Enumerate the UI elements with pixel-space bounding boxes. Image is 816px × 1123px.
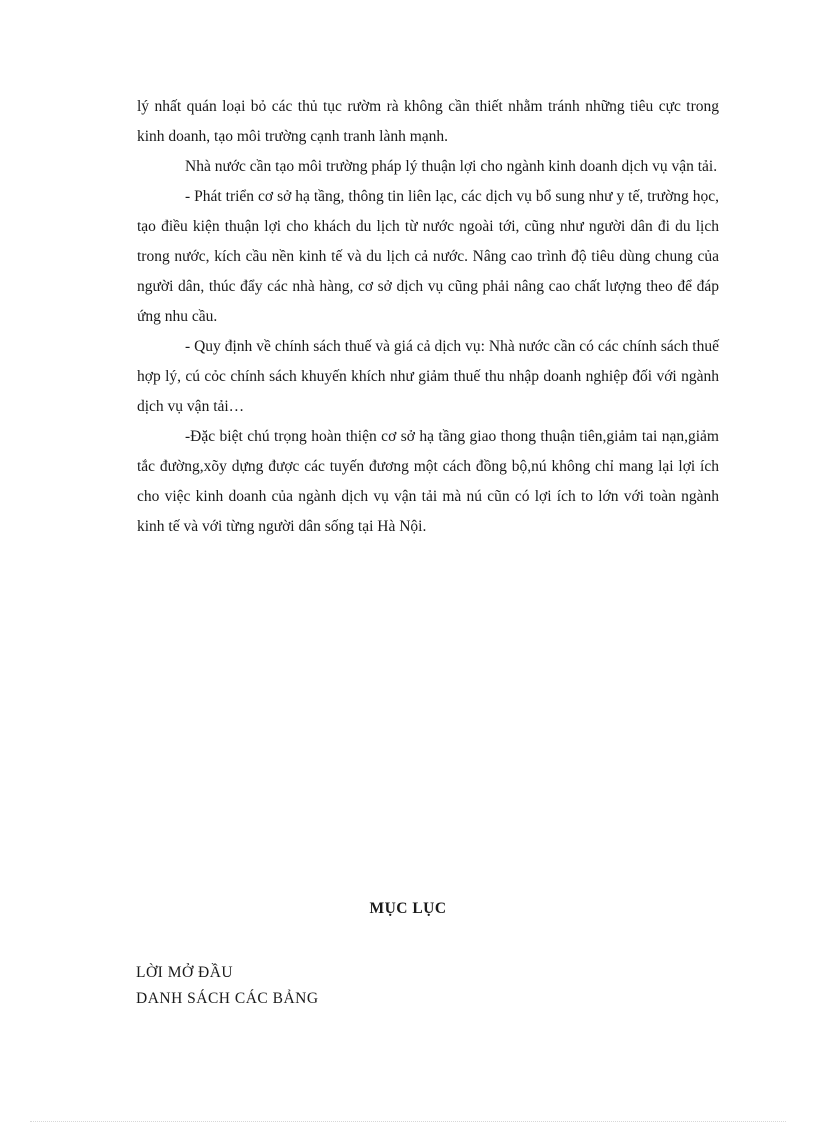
paragraph-infrastructure: - Phát triển cơ sở hạ tầng, thông tin liên lạc, các dịch vụ bổ sung như y tế, trường học, tạo điều kiện thuận lợi cho khách du lịch từ nước ngoài tới, cũng như người dân đi du lịch trong nước, kích cầu nền kinh tế và du lịch cả nước. Nâng cao trình độ tiêu dùng chung của người dân, thúc đẩy các nhà hàng, cơ sở dịch vụ cũng phải nâng cao chất lượng theo để đáp ứng nhu cầu. [137, 188, 719, 325]
paragraph-transport-infrastructure: -Đặc biệt chú trọng hoàn thiện cơ sở hạ tầng giao thong thuận tiên,giảm tai nạn,giảm tắc đường,xõy dựng được các tuyến đương một cách đồng bộ,nú không chỉ mang lại lợi ích cho việc kinh doanh của ngành dịch vụ vận tải mà nú cũn có lợi ích to lớn với toàn ngành kinh tế và với từng người dân sống tại Hà Nội. [137, 428, 719, 535]
page-bottom-divider [30, 1121, 786, 1122]
toc-heading: MỤC LỤC [369, 900, 447, 917]
paragraph-legal-environment: Nhà nước cần tạo môi trường pháp lý thuận lợi cho ngành kinh doanh dịch vụ vận tải. [185, 158, 718, 175]
paragraph-tax-policy: - Quy định về chính sách thuế và giá cả dịch vụ: Nhà nước cần có các chính sách thuế hợp lý, cú cỏc chính sách khuyến khích như giảm thuế thu nhập doanh nghiệp đối với ngành dịch vụ vận tải… [137, 338, 719, 415]
toc-item-table-list: DANH SÁCH CÁC BẢNG [136, 990, 319, 1007]
toc-item-introduction: LỜI MỞ ĐẦU [136, 964, 234, 981]
body-text [137, 92, 719, 542]
toc-list [136, 960, 696, 1012]
paragraph-continuation: lý nhất quán loại bỏ các thủ tục rườm rà không cần thiết nhằm tránh những tiêu cực trong kinh doanh, tạo môi trường cạnh tranh lành mạnh. [137, 98, 719, 145]
